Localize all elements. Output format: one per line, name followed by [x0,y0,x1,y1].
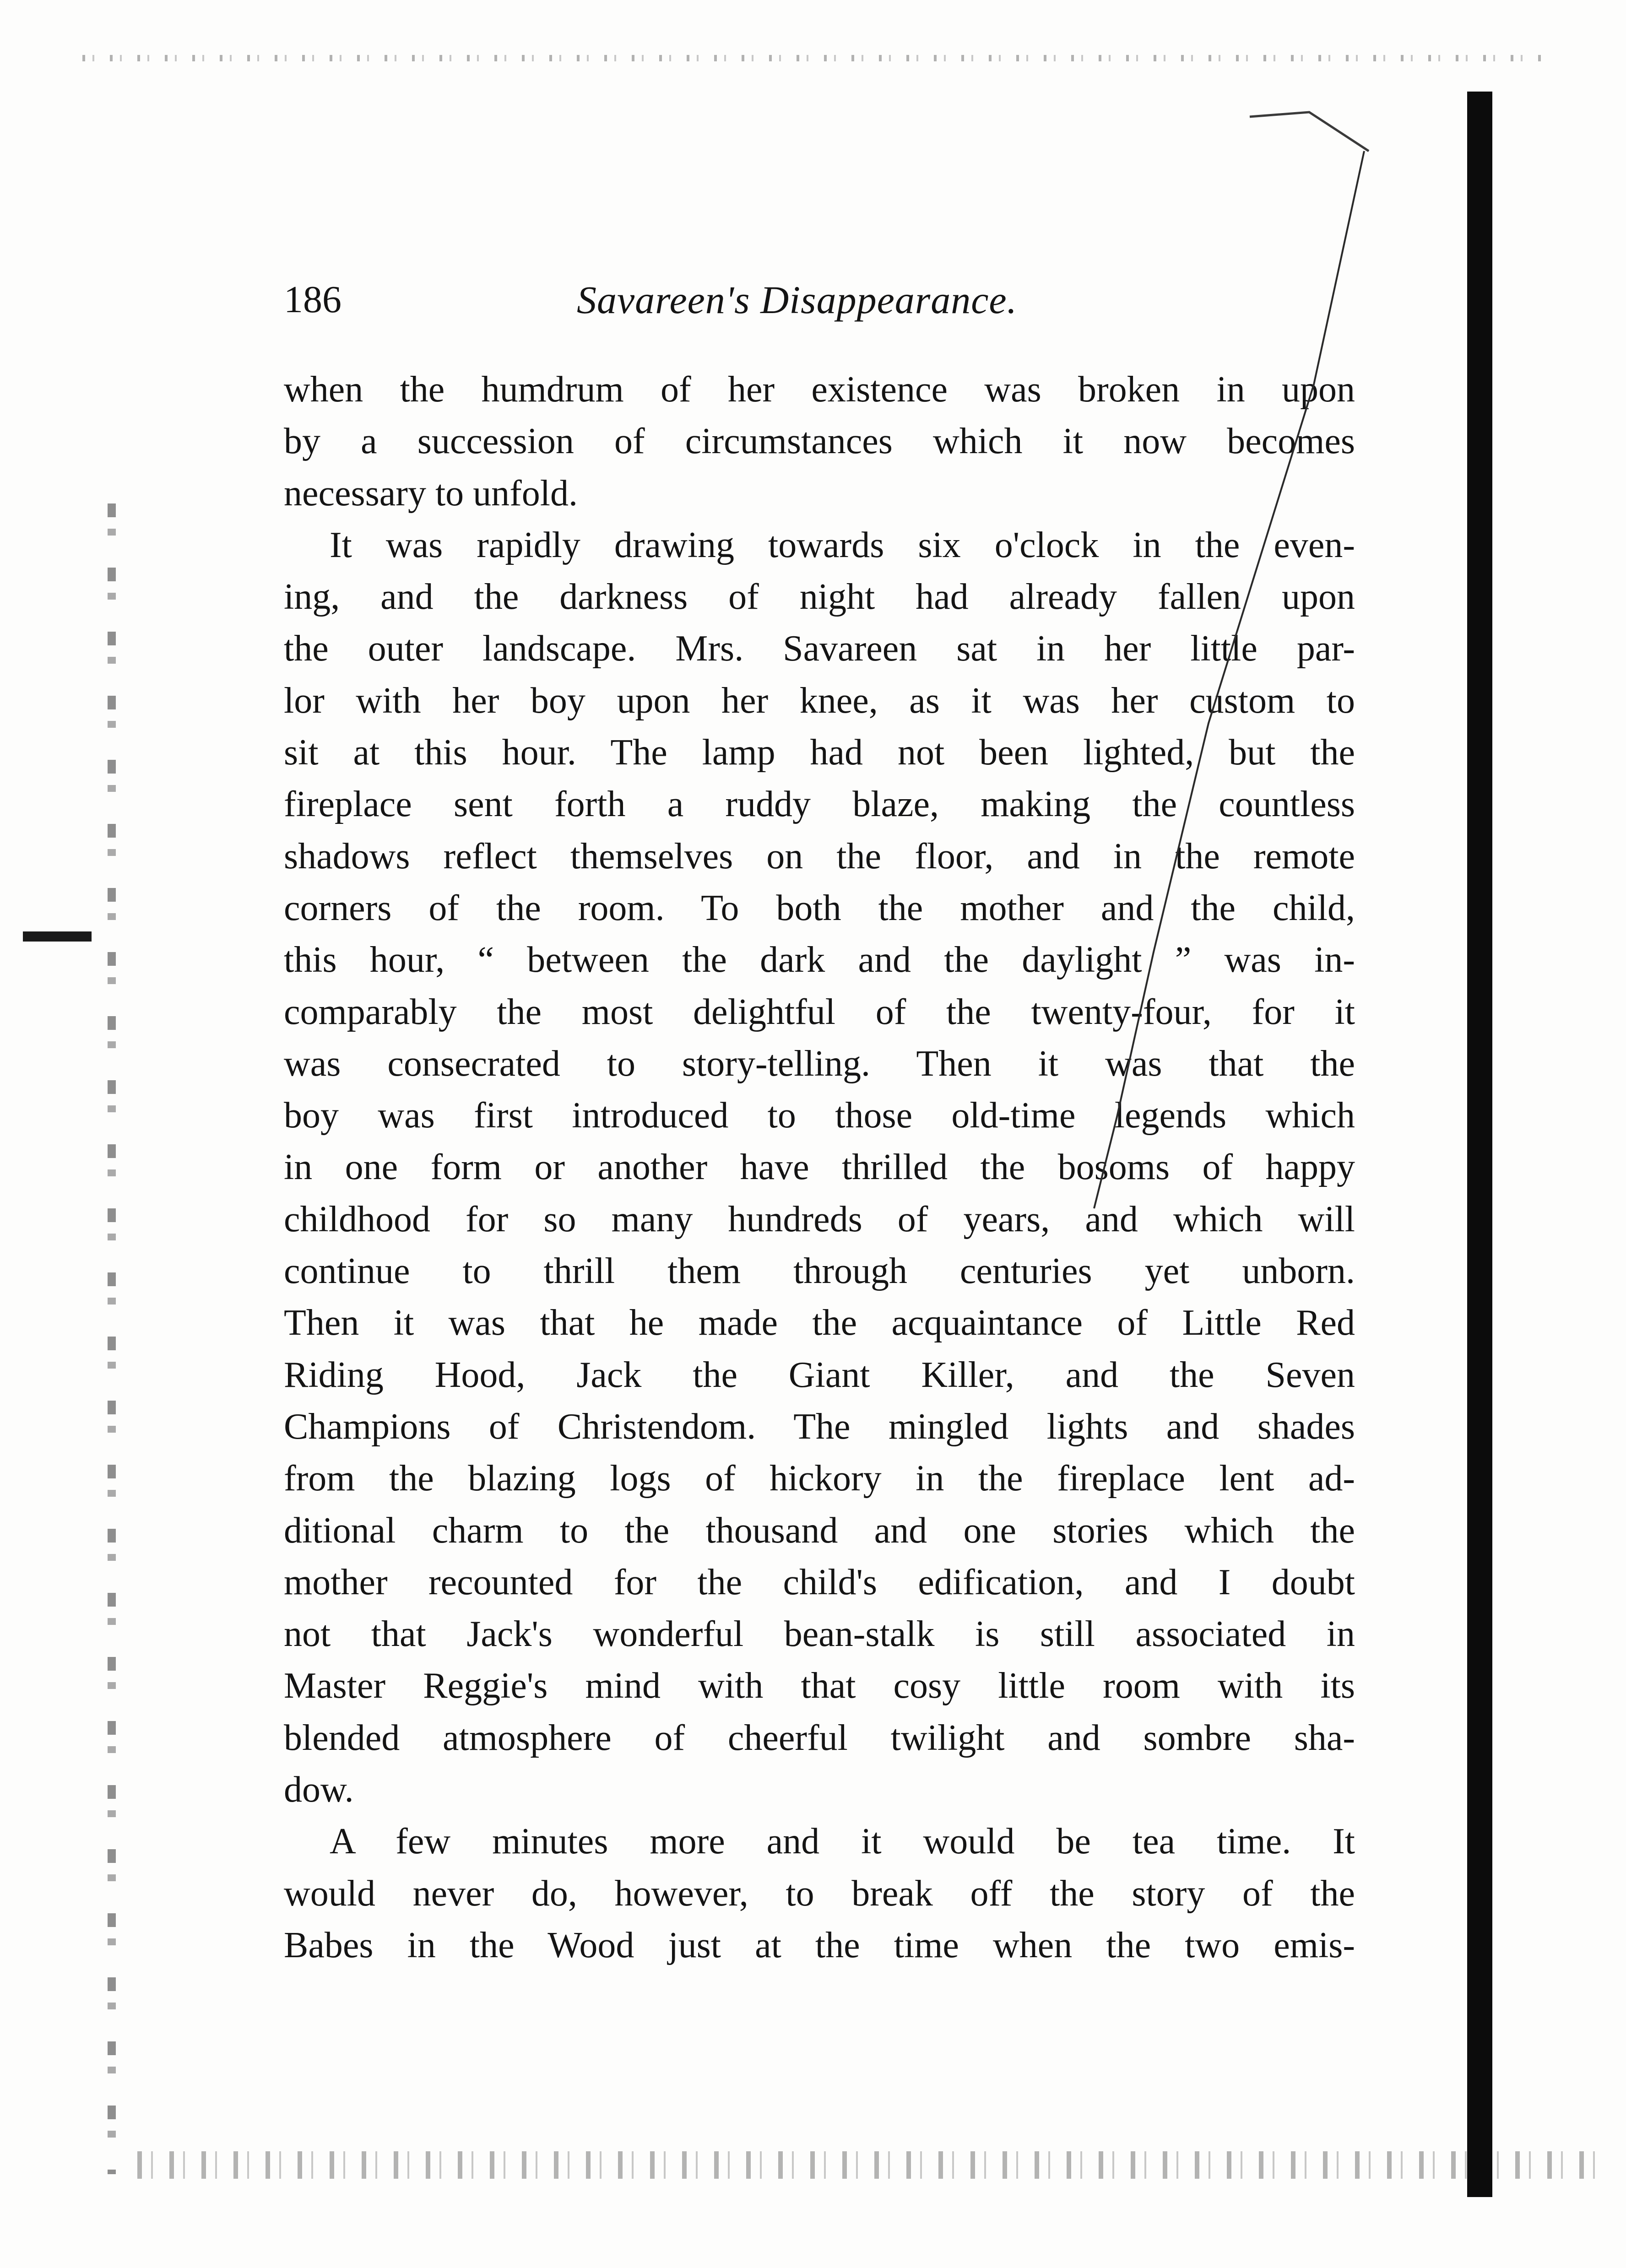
text-line: not that Jack's wonderful bean-stalk is still associated in [284,1614,1355,1655]
page-header [284,270,1355,330]
text-line: the outer landscape. Mrs. Savareen sat in her little par- [284,628,1355,669]
text-line: by a succession of circumstances which it now becomes [284,421,1355,462]
binding-shadow [1467,92,1492,2197]
text-line: blended atmosphere of cheerful twilight and sombre sha- [284,1717,1355,1758]
scan-edge-top [82,55,1547,61]
text-line: dow. [284,1770,354,1810]
scan-edge-bottom [137,2151,1602,2179]
text-line: this hour, “ between the dark and the daylight ” was in- [284,940,1355,980]
text-line: Riding Hood, Jack the Giant Killer, and the Seven [284,1354,1355,1395]
page-number: 186 [284,278,341,321]
text-line: comparably the most delightful of the twenty-four, for it [284,991,1355,1032]
text-line: sit at this hour. The lamp had not been lighted, but the [284,732,1355,773]
text-line: lor with her boy upon her knee, as it was her custom to [284,680,1355,721]
text-line: shadows reflect themselves on the floor, and in the remote [284,836,1355,877]
text-line: ing, and the darkness of night had already fallen upon [284,577,1355,617]
text-line: when the humdrum of her existence was broken in upon [284,369,1355,410]
text-line: continue to thrill them through centuries yet unborn. [284,1251,1355,1292]
text-line: Then it was that he made the acquaintance of Little Red [284,1303,1355,1343]
text-line: It was rapidly drawing towards six o'clock in the even- [330,525,1355,565]
text-line: corners of the room. To both the mother and the child, [284,888,1355,928]
text-line: Babes in the Wood just at the time when the two emis- [284,1925,1355,1965]
text-line: mother recounted for the child's edification, and I doubt [284,1562,1355,1602]
text-line: boy was first introduced to those old-time legends which [284,1095,1355,1136]
pen-stroke-hook [1250,112,1369,151]
text-line: from the blazing logs of hickory in the fireplace lent ad- [284,1458,1355,1499]
text-line: Champions of Christendom. The mingled lights and shades [284,1406,1355,1447]
running-title: Savareen's Disappearance. [577,278,1018,322]
body-text [284,364,1355,1971]
text-line: necessary to unfold. [284,473,578,514]
text-line: was consecrated to story-telling. Then it was that the [284,1043,1355,1084]
text-line: ditional charm to the thousand and one stories which the [284,1510,1355,1551]
scan-edge-left [108,503,116,2174]
text-line: fireplace sent forth a ruddy blaze, making the countless [284,784,1355,825]
scan-margin-mark [23,931,92,942]
text-line: in one form or another have thrilled the bosoms of happy [284,1147,1355,1188]
text-line: Master Reggie's mind with that cosy little room with its [284,1666,1355,1706]
text-line: would never do, however, to break off the story of the [284,1873,1355,1914]
text-line: A few minutes more and it would be tea time. It [330,1821,1355,1862]
text-line: childhood for so many hundreds of years, and which will [284,1199,1355,1240]
